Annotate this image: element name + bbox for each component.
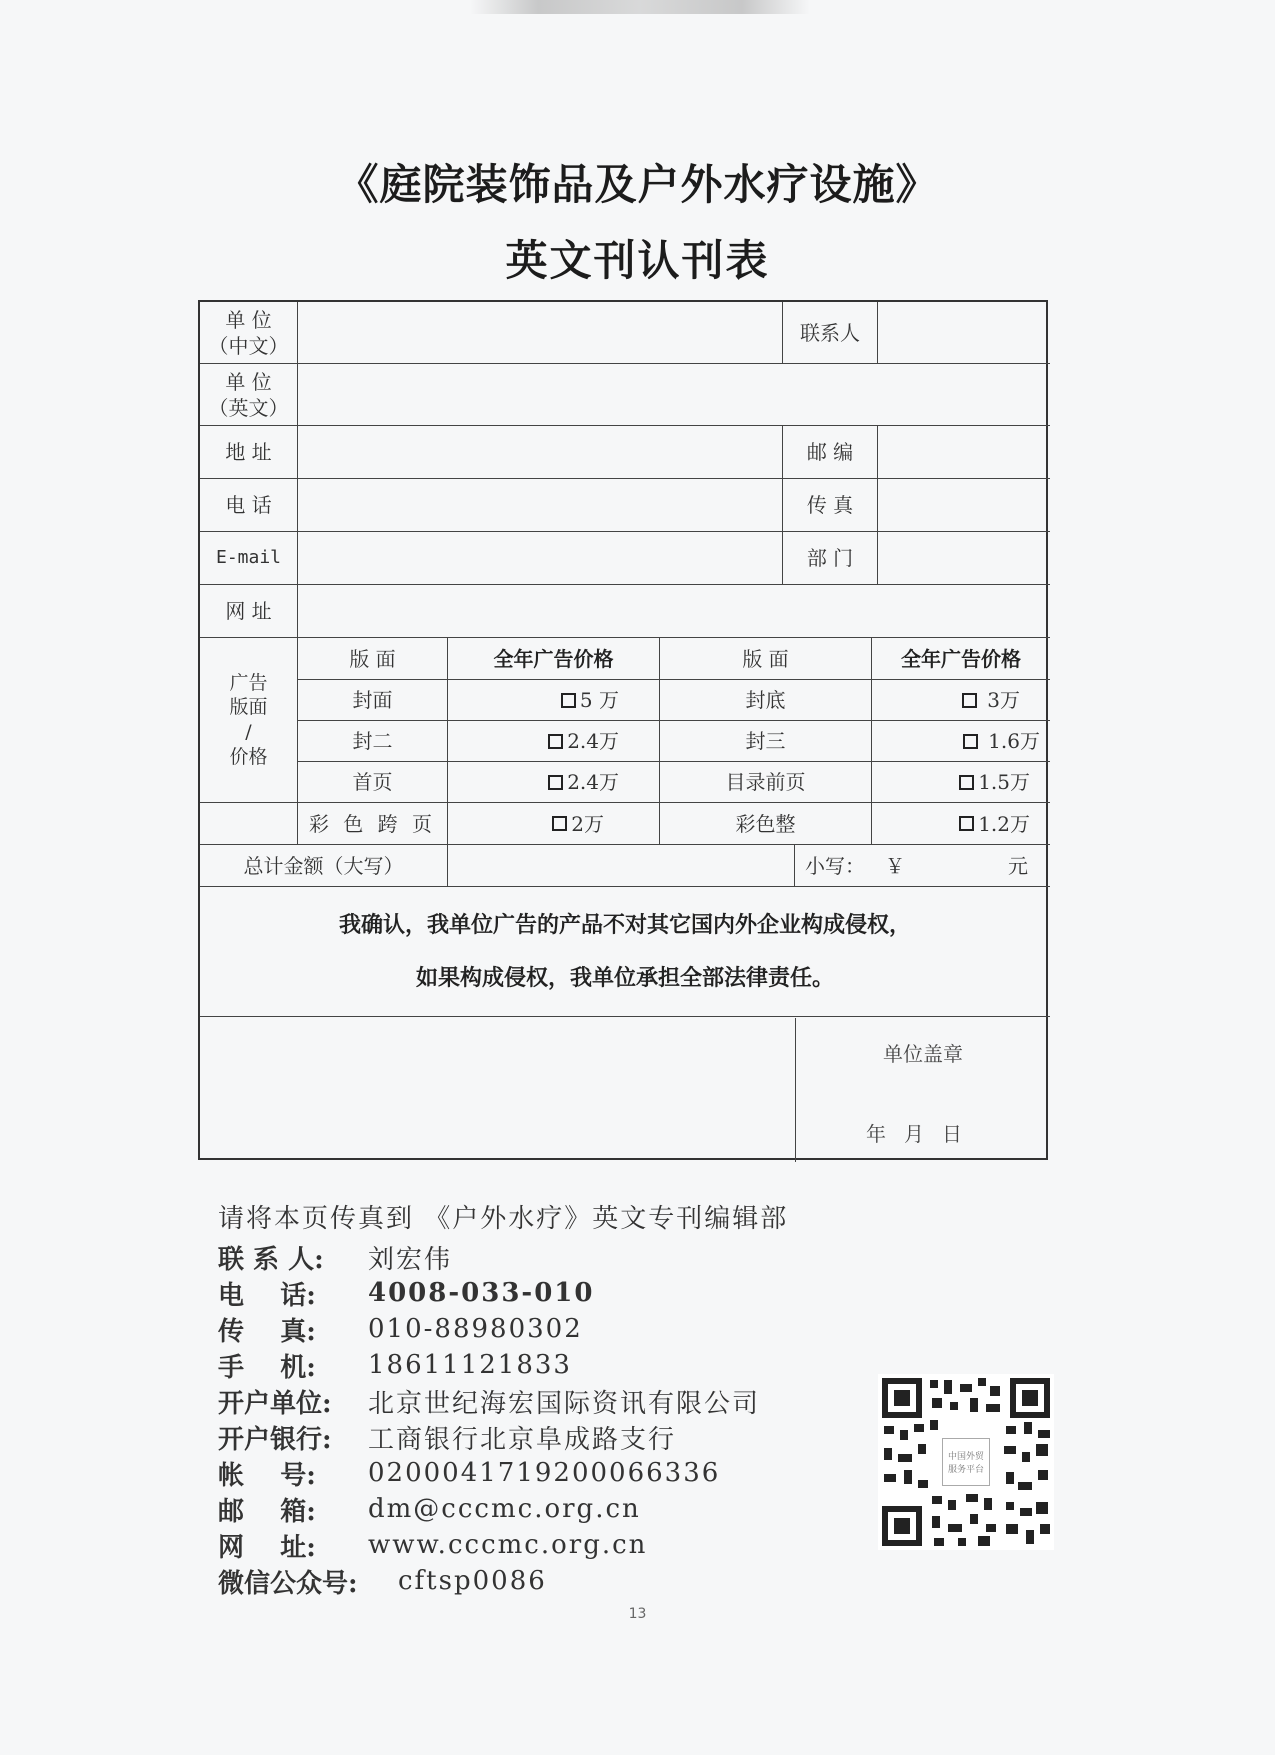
copyright-statement (200, 887, 1050, 1017)
contact-label: 联系人 (783, 302, 878, 364)
contact-row-label: 电 话: (218, 1280, 316, 1311)
ad-group-label-spacer (200, 803, 298, 845)
seal-area[interactable] (795, 1018, 1050, 1162)
website-label: 网 址 (200, 585, 298, 638)
seal-label: 单位盖章 (883, 1042, 963, 1066)
contact-row-label: 邮 箱: (218, 1496, 316, 1527)
checkbox-icon[interactable] (959, 775, 974, 790)
company-en-field[interactable] (298, 364, 1050, 426)
col-price-left: 全年广告价格 (448, 638, 660, 680)
contact-row-label: 联 系 人: (218, 1244, 324, 1275)
address-label: 地 址 (200, 426, 298, 479)
document-title: 《庭院装饰品及户外水疗设施》 (336, 160, 939, 209)
ad-right-price: 1.2万 (978, 811, 1030, 836)
contact-row-value: cftsp0086 (398, 1566, 547, 1596)
checkbox-icon[interactable] (552, 816, 567, 831)
scan-artifact (470, 0, 810, 14)
ad-right-price: 1.6万 (981, 729, 1040, 753)
company-cn-field[interactable] (298, 302, 783, 364)
ad-left-name: 彩 色 跨 页 (298, 803, 448, 845)
phone-label: 电 话 (200, 479, 298, 532)
page-number: 13 (628, 1606, 647, 1622)
dept-label: 部 门 (783, 532, 878, 585)
contact-row-label: 微信公众号: (218, 1568, 358, 1599)
ad-right-option[interactable] (872, 680, 1050, 721)
company-en-label: 单 位 （英文） (200, 364, 298, 426)
ad-left-option[interactable] (448, 762, 660, 803)
contact-row (218, 1563, 788, 1599)
total-lowercase-field[interactable] (795, 845, 1050, 887)
statement-line-2: 如果构成侵权，我单位承担全部法律责任。 (415, 964, 834, 991)
contact-row (218, 1347, 788, 1383)
fax-instruction: 请将本页传真到 《户外水疗》英文专刊编辑部 (218, 1204, 789, 1234)
contact-row-value: 工商银行北京阜成路支行 (368, 1424, 677, 1455)
subscription-form (198, 300, 1048, 1160)
checkbox-icon[interactable] (561, 693, 576, 708)
contact-row-value: 18611121833 (368, 1350, 572, 1380)
fax-field[interactable] (878, 479, 1050, 532)
ad-right-name: 封三 (660, 721, 872, 762)
email-label: E-mail (200, 532, 298, 585)
contact-row (218, 1491, 788, 1527)
contact-row-value: 4008-033-010 (368, 1278, 595, 1308)
ad-right-option[interactable] (872, 803, 1050, 845)
col-layout-left: 版 面 (298, 638, 448, 680)
ad-right-price: 1.5万 (978, 770, 1030, 794)
ad-left-name: 封面 (298, 680, 448, 721)
contact-row-label: 开户银行: (218, 1424, 332, 1455)
qr-logo-line1: 中国外贸 (947, 1452, 984, 1462)
ad-right-option[interactable] (872, 721, 1050, 762)
contact-row (218, 1311, 788, 1347)
contact-row-label: 传 真: (218, 1316, 316, 1347)
dept-field[interactable] (878, 532, 1050, 585)
contact-row-value: www.cccmc.org.cn (368, 1530, 648, 1560)
contact-info (218, 1198, 788, 1599)
ad-right-name: 目录前页 (660, 762, 872, 803)
ad-right-name: 彩色整 (660, 803, 872, 845)
ad-left-price: 2.4万 (567, 770, 619, 794)
contact-row-value: 刘宏伟 (368, 1244, 453, 1275)
contact-row (218, 1239, 788, 1275)
qr-logo (942, 1438, 990, 1486)
ad-left-name: 封二 (298, 721, 448, 762)
contact-row (218, 1455, 788, 1491)
ad-left-name: 首页 (298, 762, 448, 803)
phone-field[interactable] (298, 479, 783, 532)
total-label: 总计金额（大写） (200, 845, 448, 887)
company-cn-label: 单 位 （中文） (200, 302, 298, 364)
checkbox-icon[interactable] (959, 816, 974, 831)
contact-row-label: 帐 号: (218, 1460, 316, 1491)
contact-row (218, 1383, 788, 1419)
contact-row-label: 网 址: (218, 1532, 316, 1563)
currency-symbol: ￥ (885, 853, 905, 878)
qr-logo-line2: 服务平台 (947, 1465, 984, 1475)
website-field[interactable] (298, 585, 1050, 638)
checkbox-icon[interactable] (962, 693, 977, 708)
checkbox-icon[interactable] (548, 775, 563, 790)
qr-code (878, 1374, 1054, 1550)
postcode-field[interactable] (878, 426, 1050, 479)
ad-right-price: 3万 (980, 688, 1020, 712)
fax-label: 传 真 (783, 479, 878, 532)
col-price-right: 全年广告价格 (872, 638, 1050, 680)
contact-row-label: 开户单位: (218, 1388, 332, 1419)
postcode-label: 邮 编 (783, 426, 878, 479)
ad-left-price: 2.4万 (567, 729, 619, 753)
yuan-label: 元 (1008, 853, 1028, 878)
contact-row (218, 1419, 788, 1455)
ad-left-option[interactable] (448, 680, 660, 721)
contact-row-value: dm@cccmc.org.cn (368, 1494, 641, 1524)
ad-right-name: 封底 (660, 680, 872, 721)
total-uppercase-field[interactable] (448, 845, 795, 887)
contact-row (218, 1527, 788, 1563)
checkbox-icon[interactable] (963, 734, 978, 749)
ad-left-option[interactable] (448, 721, 660, 762)
col-layout-right: 版 面 (660, 638, 872, 680)
ad-left-price: 5 万 (579, 688, 619, 712)
small-label: 小写： (805, 853, 865, 878)
statement-line-1: 我确认，我单位广告的产品不对其它国内外企业构成侵权， (338, 911, 911, 938)
ad-left-price: 2万 (571, 811, 604, 836)
ad-group-label: 广告 版面 / 价格 (200, 638, 298, 803)
date-label: 年月日 (866, 1122, 980, 1146)
ad-left-option[interactable] (448, 803, 660, 845)
contact-row-label: 手 机: (218, 1352, 316, 1383)
contact-row-value: 0200041719200066336 (368, 1458, 721, 1488)
email-field[interactable] (298, 532, 783, 585)
contact-row-value: 北京世纪海宏国际资讯有限公司 (368, 1388, 761, 1419)
contact-field[interactable] (878, 302, 1050, 364)
contact-row (218, 1275, 788, 1311)
address-field[interactable] (298, 426, 783, 479)
checkbox-icon[interactable] (548, 734, 563, 749)
ad-right-option[interactable] (872, 762, 1050, 803)
contact-row-value: 010-88980302 (368, 1314, 583, 1344)
document-subtitle: 英文刊认刊表 (505, 236, 770, 285)
